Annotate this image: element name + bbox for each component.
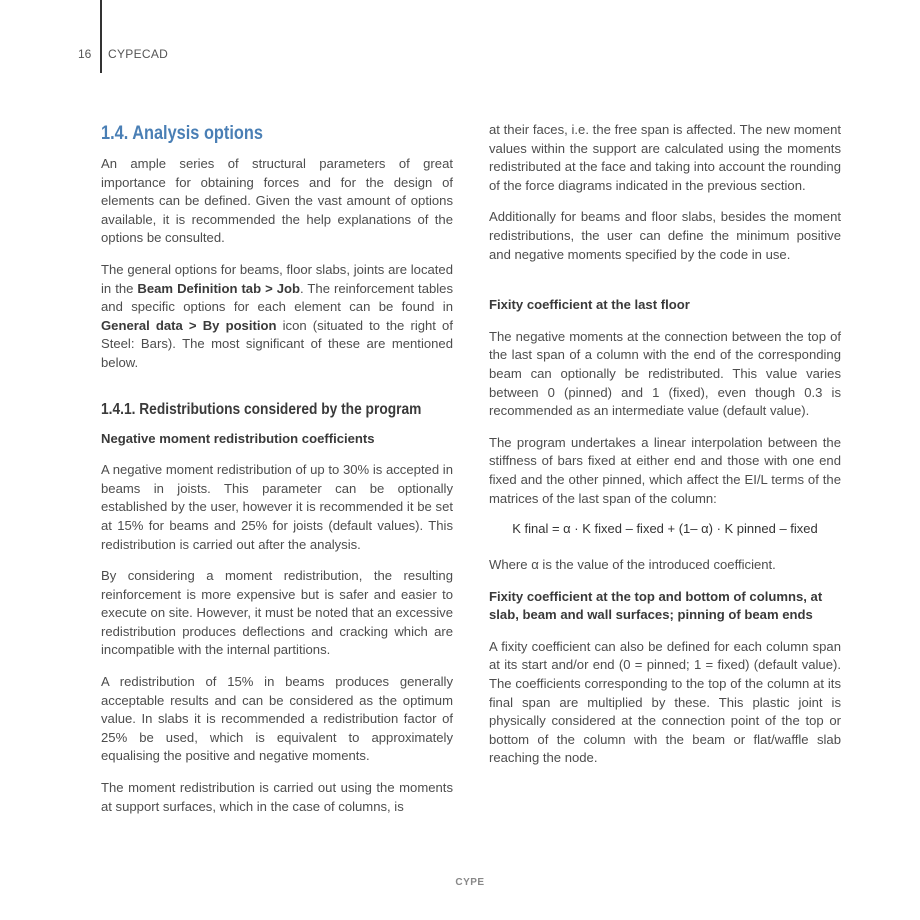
subheading: Fixity coefficient at the last floor — [489, 297, 690, 313]
paragraph: By considering a moment redistribution, the resulting reinforcement is more expensive but is safer and easier to execute on site. However, it must be noted that an excessive redistribution produces deflections and cracking which are incompatible with the internal partitions. — [101, 568, 453, 658]
formula: K final = α · K fixed – fixed + (1– α) · K pinned – fixed — [512, 521, 818, 537]
paragraph: The negative moments at the connection between the top of the last span of a column with the end of the corresponding beam can optionally be redistributed. This value varies between 0 (pinned) and 1 (fixed), even though 0.3 is recommended as an intermediate value (default value). — [489, 328, 841, 419]
subheading: Fixity coefficient at the top and bottom of columns, at slab, beam and wall surfaces; pinning of beam ends — [489, 588, 823, 623]
right-column — [489, 121, 841, 781]
header-rule — [100, 0, 102, 73]
left-column — [101, 121, 453, 829]
subheading: Negative moment redistribution coefficients — [101, 430, 375, 446]
paragraph: The general options for beams, floor slabs, joints are located in the Beam Definition tab > Job. The reinforcement tables and specific options for each element can be found in General data > By position icon (situated to the right of Steel: Bars). The most significant of these are mentioned below. — [101, 261, 453, 370]
paragraph: A negative moment redistribution of up to 30% is accepted in beams in joists. This parameter can be optionally established by the user, however it is recommended it be set at 15% for beams and 25% for joists (default values). This redistribution is carried out after the analysis. — [101, 462, 453, 552]
paragraph: Additionally for beams and floor slabs, besides the moment redistributions, the user can define the minimum positive and negative moments specified by the code in use. — [489, 209, 841, 262]
bold-path: Beam Definition tab > Job — [137, 280, 301, 296]
paragraph: at their faces, i.e. the free span is affected. The new moment values within the support are calculated using the moments redistributed at the face and taking into account the rounding of the force diagrams indicated in the previous section. — [489, 122, 841, 193]
paragraph: A redistribution of 15% in beams produces generally acceptable results and can be considered as the optimum value. In slabs it is recommended a redistribution factor of 25% be used, which is equivalent to approximately equalising the positive and negative moments. — [101, 674, 453, 764]
page-number: 16 — [78, 47, 92, 61]
paragraph: Where α is the value of the introduced coefficient. — [489, 557, 776, 573]
footer-brand: CYPE — [455, 877, 485, 888]
paragraph: An ample series of structural parameters of great importance for obtaining forces and for the design of elements can be defined. Given the vast amount of options available, it is recommended the help explanations of the options be consulted. — [101, 156, 453, 246]
section-title: 1.4. Analysis options — [101, 123, 263, 144]
paragraph: The program undertakes a linear interpolation between the stiffness of bars fixed at either end and those with one end fixed and the other pinned, which affect the EI/L terms of the matrices of the last span of the column: — [489, 434, 841, 506]
paragraph: A fixity coefficient can also be defined for each column span at its start and/or end (0 = pinned; 1 = fixed) (default value). The coefficients corresponding to the top of the column at its final span are multiplied by these. This plastic joint is physically considered at the connection point of the top or bottom of the column with the beam or flat/waffle slab reaching the node. — [489, 638, 841, 766]
running-head: CYPECAD — [108, 47, 169, 61]
bold-path: General data > By position — [101, 317, 277, 333]
subsection-title: 1.4.1. Redistributions considered by the program — [101, 400, 422, 418]
paragraph: The moment redistribution is carried out using the moments at support surfaces, which in the case of columns, is — [101, 780, 453, 814]
